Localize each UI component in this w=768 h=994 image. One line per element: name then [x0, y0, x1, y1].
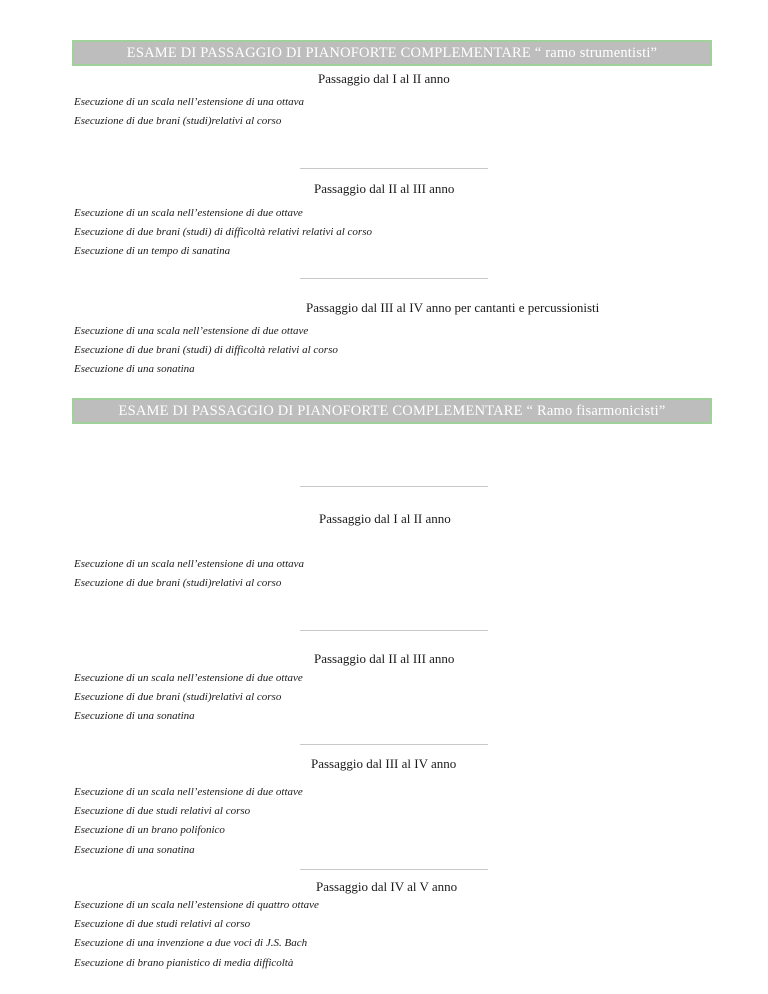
divider — [300, 168, 488, 169]
list-f2 — [74, 669, 303, 727]
heading-s2: Passaggio dal II al III anno — [314, 181, 455, 196]
list-item: Esecuzione di due brani (studi) di difficoltà relativi al corso — [74, 344, 338, 357]
heading-f2: Passaggio dal II al III anno — [314, 651, 455, 666]
list-item: Esecuzione di due brani (studi)relativi al corso — [74, 115, 282, 128]
divider — [300, 630, 488, 631]
list-item: Esecuzione di una sonatina — [74, 843, 195, 856]
section-banner-strumentisti: ESAME DI PASSAGGIO DI PIANOFORTE COMPLEMENTARE “ ramo strumentisti” — [72, 40, 712, 66]
list-item: Esecuzione di due brani (studi)relativi al corso — [74, 691, 282, 704]
list-item: Esecuzione di un tempo di sanatina — [74, 245, 231, 258]
list-item: Esecuzione di una scala nell’estensione di due ottave — [74, 325, 309, 337]
list-item: Esecuzione di due brani (studi)relativi al corso — [74, 577, 282, 590]
list-f3 — [74, 783, 303, 860]
list-f4 — [74, 896, 319, 973]
list-s1 — [74, 93, 304, 131]
list-item: Esecuzione di un brano polifonico — [74, 824, 225, 837]
heading-f3: Passaggio dal III al IV anno — [311, 756, 457, 771]
list-s2 — [74, 204, 372, 262]
list-item: Esecuzione di un scala nell’estensione di due ottave — [74, 672, 303, 684]
list-item: Esecuzione di un scala nell’estensione di due ottave — [74, 786, 303, 798]
section-banner-fisarmonicisti: ESAME DI PASSAGGIO DI PIANOFORTE COMPLEMENTARE “ Ramo fisarmonicisti” — [72, 398, 712, 424]
list-item: Esecuzione di un scala nell’estensione di quattro ottave — [74, 899, 319, 911]
heading-s1: Passaggio dal I al II anno — [318, 71, 450, 86]
divider — [300, 744, 488, 745]
divider — [300, 486, 488, 487]
heading-f1: Passaggio dal I al II anno — [319, 511, 451, 526]
list-item: Esecuzione di un scala nell’estensione di due ottave — [74, 207, 303, 219]
list-item: Esecuzione di due brani (studi) di difficoltà relativi relativi al corso — [74, 226, 372, 239]
heading-s3: Passaggio dal III al IV anno per cantanti e percussionisti — [306, 300, 600, 315]
list-f1 — [74, 555, 304, 593]
list-item: Esecuzione di una invenzione a due voci di J.S. Bach — [74, 937, 308, 950]
list-item: Esecuzione di due studi relativi al corso — [74, 805, 251, 818]
divider — [300, 278, 488, 279]
list-item: Esecuzione di una sonatina — [74, 363, 195, 376]
list-item: Esecuzione di brano pianistico di media difficoltà — [74, 956, 294, 969]
list-item: Esecuzione di un scala nell’estensione di una ottava — [74, 558, 305, 570]
list-s3 — [74, 322, 338, 380]
list-item: Esecuzione di una sonatina — [74, 710, 195, 723]
divider — [300, 869, 488, 870]
list-item: Esecuzione di un scala nell’estensione di una ottava — [74, 96, 305, 108]
heading-f4: Passaggio dal IV al V anno — [316, 879, 458, 894]
list-item: Esecuzione di due studi relativi al corso — [74, 918, 251, 931]
